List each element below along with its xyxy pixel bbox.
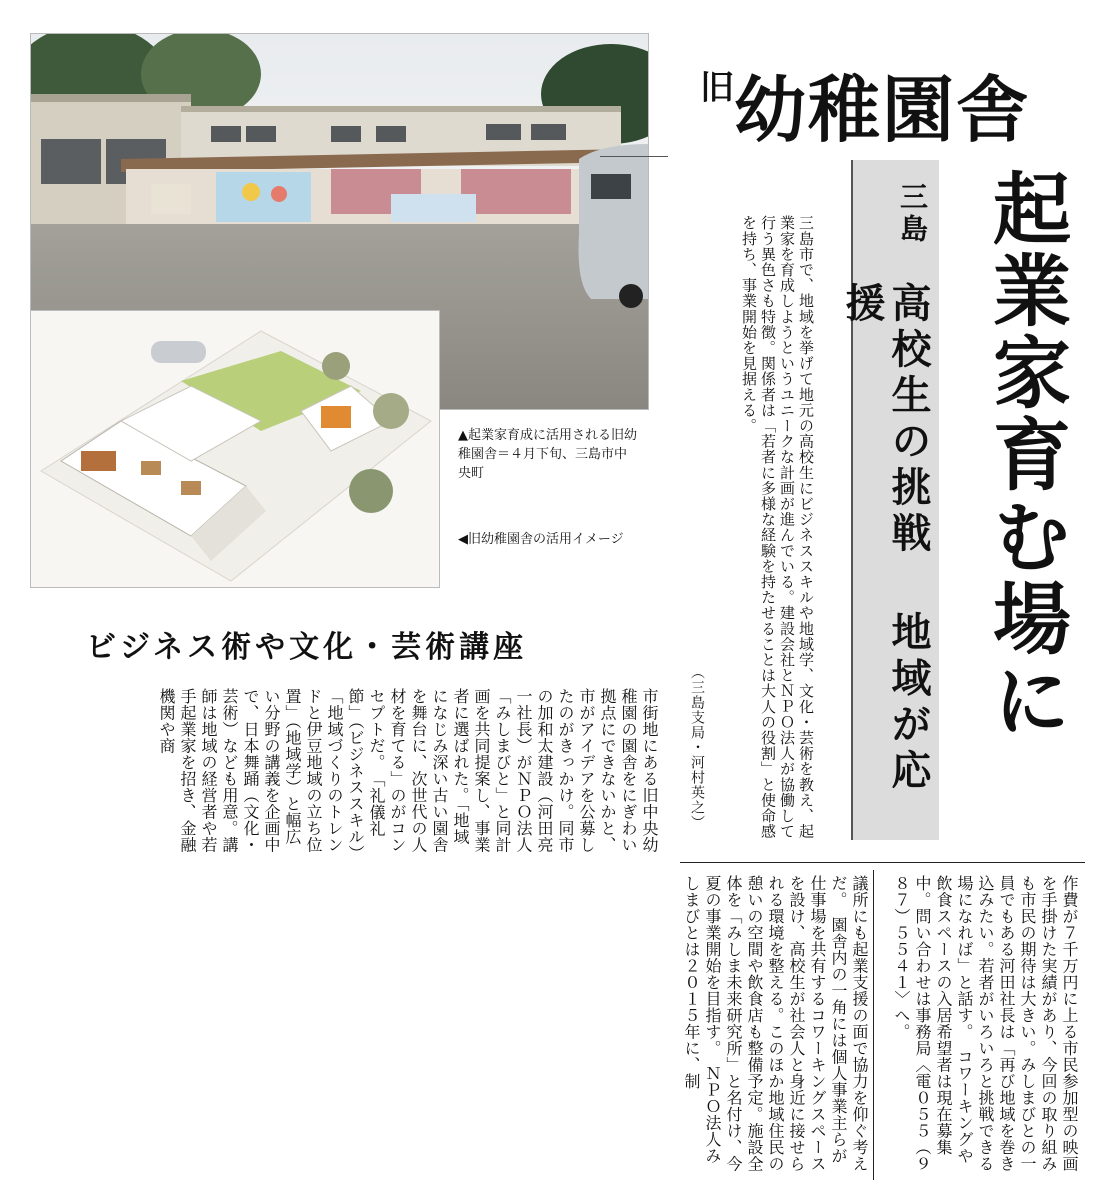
- byline: （三島支局・河村英之）: [689, 665, 705, 830]
- body-bottom-left: 議所にも起業支援の面で協力を仰ぐ考えだ。 園舎内の一角には個人事業主らが仕事場を共有するコワーキングスペースを設け、高校生が社会人と身近に接せられる環境を整える。このほか地域住民の憩いの空間や飲食店も整備予定。施設全体を「みしま未来研究所」と名付け、今夏の事業開始を目指す。 ＮＰＯ法人みしまびとは２０１５年に、制: [682, 875, 869, 1172]
- subheadline-place: 三島: [896, 182, 929, 246]
- photo2-caption: ◀旧幼稚園舎の活用イメージ: [458, 532, 624, 547]
- lead-text: 三島市で、地域を挙げて地元の高校生にビジネススキルや地域学、文化・芸術を教え、起業家を育成しようというユニークな計画が進んでいる。建設会社とＮＰＯ法人が協働して行う異色さも特徴。関係者は「若者に多様な経験を持たせることは大人の役割」と使命感を持ち、事業開始を見据える。: [740, 215, 815, 839]
- body-left: 市街地にある旧中央幼稚園の園舎をにぎわい拠点にできないかと、市がアイデアを公募したのがきっかけ。同市の加和太建設（河田亮一社長）がＮＰＯ法人「みしまびと」と同計画を共同提案し、事業者に選ばれた。「地域になじみ深い古い園舎を舞台に、次世代の人材を育てる」のがコンセプトだ。 「礼儀礼節」（ビジネススキル）「地域づくりのトレンドと伊豆地域の立ち位置」（地域学）と幅広い分野の講義を企画中で、日本舞踊（文化・芸術）なども用意。講師は地域の経営者や若手起業家を招き、金融機関や商: [157, 688, 659, 854]
- section-heading: ビジネス術や文化・芸術講座: [86, 630, 528, 665]
- subheadline-title: 高校生の挑戦 地域が応援: [839, 282, 932, 795]
- subheadline-box: [839, 160, 939, 840]
- headline-top: [700, 52, 1080, 152]
- divider-photo-link: [600, 156, 668, 157]
- model-photo: [30, 310, 440, 588]
- headline-main1: 幼稚園舎: [734, 67, 1031, 152]
- headline-main2: 起業家育む場に: [980, 168, 1071, 742]
- photo1-caption: ▲起業家育成に活用される旧幼稚園舎＝４月下旬、三島市中央町: [458, 428, 637, 481]
- divider-middle: [680, 862, 1085, 863]
- model-photo-image: [31, 311, 439, 587]
- divider-bottom-cols: [873, 870, 874, 1180]
- headline-kicker: 旧: [700, 68, 734, 108]
- body-bottom-right: 作費が７千万円に上る市民参加型の映画を手掛けた実績があり、今回の取り組みも市民の期待は大きい。みしまびとの一員でもある河田社長は「再び地域を巻き込みたい。若者がいろいろと挑戦できる場になれば」と話す。 コワーキングや飲食スペースの入居希望者は現在募集中。問い合わせは事務局〈電０５５（９８７）５５４１〉へ。: [892, 875, 1079, 1172]
